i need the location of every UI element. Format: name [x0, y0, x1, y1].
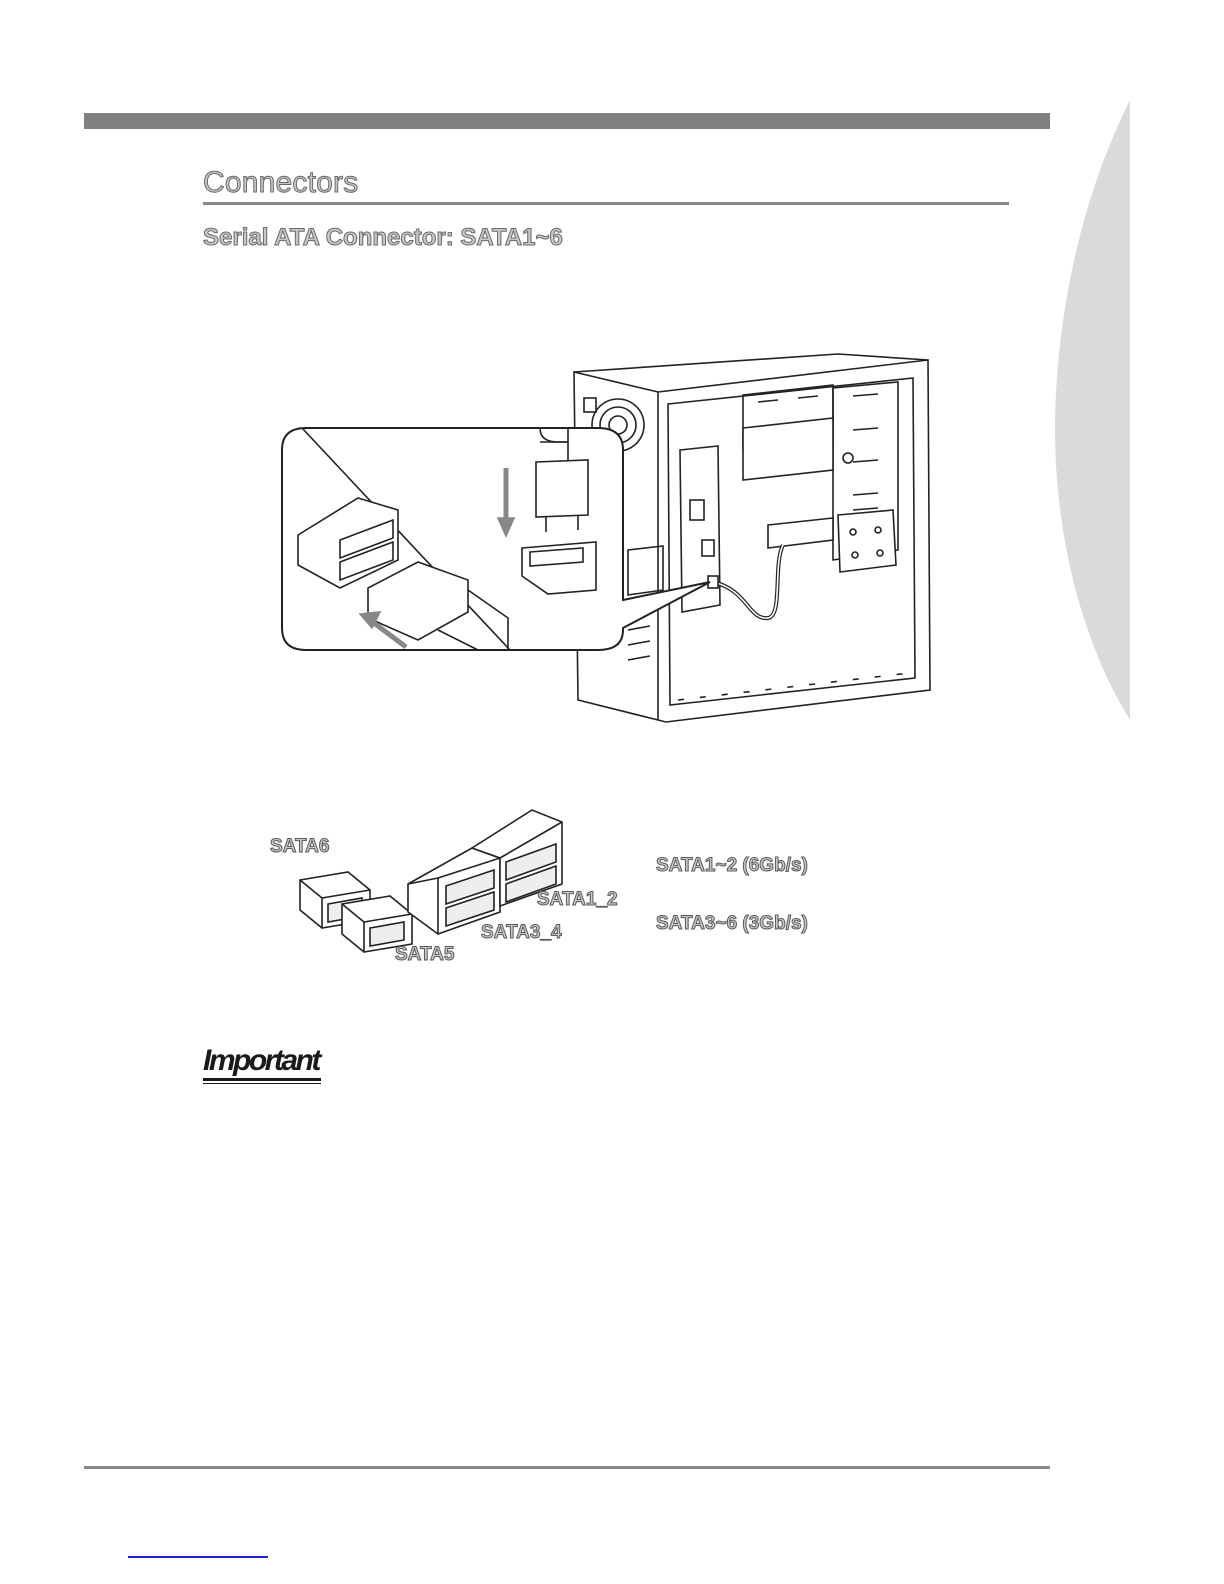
important-heading: Important	[203, 1044, 319, 1077]
footer-divider	[84, 1466, 1050, 1469]
important-underline	[203, 1078, 321, 1081]
page-subtitle: Serial ATA Connector: SATA1~6	[203, 224, 563, 251]
sata-install-illustration	[278, 350, 942, 724]
label-sata3-4: SATA3_4	[481, 922, 562, 943]
speed-note-sata3-6: SATA3~6 (3Gb/s)	[656, 913, 808, 934]
title-divider	[203, 202, 1009, 205]
label-sata5: SATA5	[395, 944, 455, 965]
speed-note-sata1-2: SATA1~2 (6Gb/s)	[656, 855, 808, 876]
chapter-side-tab	[1050, 100, 1130, 720]
important-underline-thin	[203, 1083, 321, 1084]
section-title: Connectors	[203, 166, 359, 199]
footer-link-underline[interactable]	[128, 1556, 268, 1558]
top-header-bar	[84, 113, 1050, 129]
label-sata6: SATA6	[270, 836, 330, 857]
label-sata1-2: SATA1_2	[537, 889, 618, 910]
